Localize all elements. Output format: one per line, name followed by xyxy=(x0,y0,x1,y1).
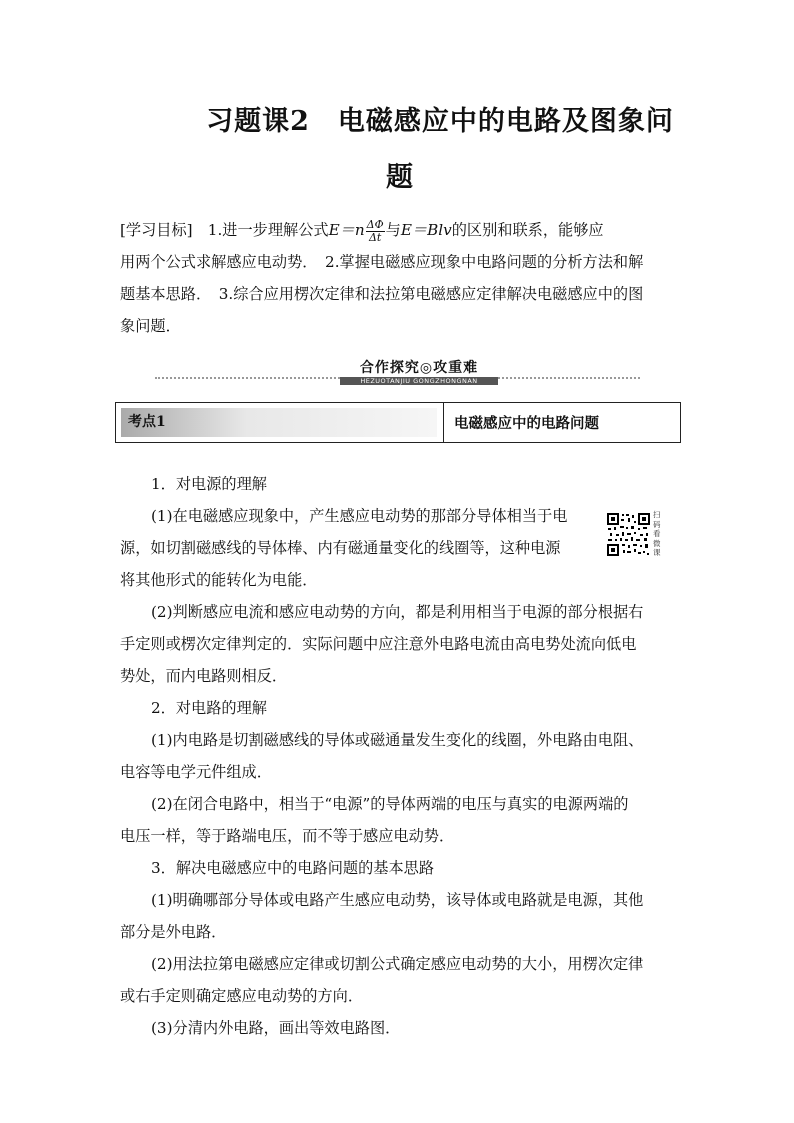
page-title-line1: 习题课2 电磁感应中的电路及图象问 xyxy=(206,106,674,137)
para-1-line1: (1)在电磁感应现象中，产生感应电动势的那部分导体相当于电 xyxy=(151,507,568,525)
para-2-line3: 势处，而内电路则相反． xyxy=(120,667,288,685)
para-4-line2: 电压一样，等于路端电压，而不等于感应电动势． xyxy=(120,827,455,845)
objectives-line4: 象问题． xyxy=(120,317,181,335)
learning-objectives xyxy=(120,214,676,342)
para-7-line1: (3)分清内外电路，画出等效电路图． xyxy=(151,1019,401,1037)
banner-sub-text: HEZUOTANJIU GONGZHONGNAN xyxy=(340,377,498,385)
fraction-dphi-dt xyxy=(366,219,385,244)
page-title-line2: 题 xyxy=(386,162,414,193)
heading-power-source: 1．对电源的理解 xyxy=(151,475,267,493)
para-4-line1: (2)在闭合电路中，相当于“电源”的导体两端的电压与真实的电源两端的 xyxy=(151,795,629,813)
objectives-line2: 用两个公式求解感应电动势． 2.掌握电磁感应现象中电路问题的分析方法和解 xyxy=(120,253,644,271)
heading-method: 3．解决电磁感应中的电路问题的基本思路 xyxy=(151,859,435,877)
topic-title: 电磁感应中的电路问题 xyxy=(454,415,599,432)
para-6-line2: 或右手定则确定感应电动势的方向． xyxy=(120,987,363,1005)
para-2-line2: 手定则或楞次定律判定的．实际问题中应注意外电路电流由高电势处流向低电 xyxy=(120,635,637,653)
objectives-mid: 与 xyxy=(385,221,401,239)
topic-header-box xyxy=(115,402,681,443)
objectives-line1-end: 的区别和联系，能够应 xyxy=(451,221,604,239)
para-3-line1: (1)内电路是切割磁感线的导体或磁通量发生变化的线圈，外电路由电阻、 xyxy=(151,731,644,749)
para-3-line2: 电容等电学元件组成． xyxy=(120,763,272,781)
formula-e-blv: E＝Blv xyxy=(400,221,452,239)
para-1-line3: 将其他形式的能转化为电能． xyxy=(120,571,318,589)
heading-circuit: 2．对电路的理解 xyxy=(151,699,267,717)
fraction-numerator: ΔΦ xyxy=(366,217,384,231)
para-5-line2: 部分是外电路． xyxy=(120,923,227,941)
objectives-prefix: [学习目标] 1.进一步理解公式 xyxy=(120,221,329,239)
para-2-line1: (2)判断感应电流和感应电动势的方向，都是利用相当于电源的部分根据右 xyxy=(151,603,644,621)
topic-tag: 考点1 xyxy=(128,414,166,430)
para-5-line1: (1)明确哪部分导体或电路产生感应电动势，该导体或电路就是电源，其他 xyxy=(151,891,644,909)
section-1 xyxy=(120,468,676,1044)
fraction-denominator: Δt xyxy=(368,230,382,244)
banner-label-box xyxy=(340,360,498,386)
banner-main-text: 合作探究◎攻重难 xyxy=(359,360,479,376)
topic-tag-cell xyxy=(116,403,444,442)
para-1-line2: 源，如切割磁感线的导体棒、内有磁通量变化的线圈等，这种电源 xyxy=(120,539,561,557)
topic-tag-gradient xyxy=(121,408,437,437)
objectives-line3: 题基本思路． 3.综合应用楞次定律和法拉第电磁感应定律解决电磁感应中的图 xyxy=(120,285,644,303)
formula-e-n: E＝n xyxy=(328,221,365,239)
para-6-line1: (2)用法拉第电磁感应定律或切割公式确定感应电动势的大小，用楞次定律 xyxy=(151,955,644,973)
qr-caption: 扫码看微课 xyxy=(653,510,661,557)
section-banner xyxy=(155,360,640,384)
